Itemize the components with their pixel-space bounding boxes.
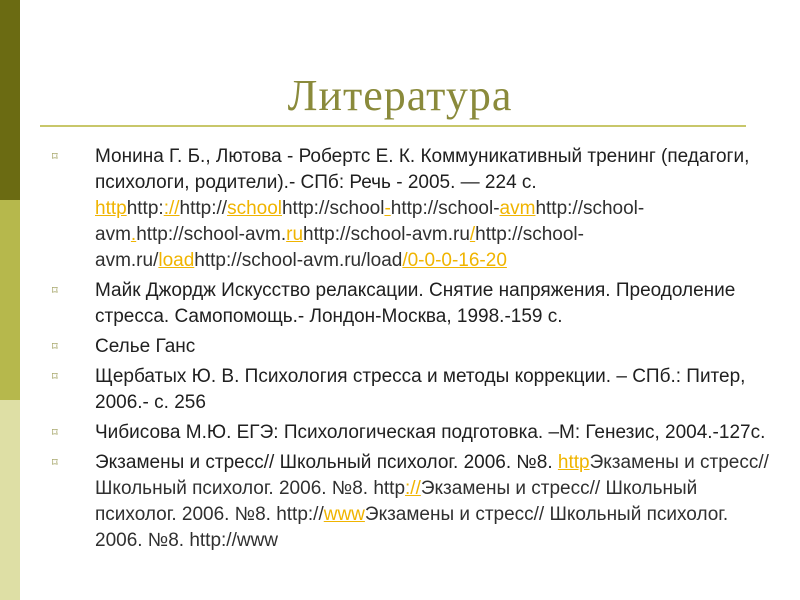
link-text-segment[interactable]: http://school-avm. (136, 224, 287, 245)
hyperlink-segment[interactable]: http (557, 452, 590, 473)
link-text-segment[interactable]: Экзамены и стресс// Школьный психолог. 2006. №8. http (95, 452, 769, 499)
link-text-segment[interactable]: http://school-avm (95, 198, 645, 245)
list-item (52, 450, 772, 554)
entry-text: Щербатых Ю. В. Психология стресса и методы коррекции. – СПб.: Питер, 2006.- с. 256 (95, 366, 746, 413)
hyperlink-segment[interactable]: www (323, 504, 365, 525)
bullet-icon: ⌑ (52, 151, 58, 163)
link-text-segment[interactable]: http://school-avm.ru/load (194, 250, 403, 271)
hyperlink-segment[interactable]: :// (163, 198, 180, 219)
link-text-segment[interactable]: http://school (281, 198, 385, 219)
link-text-segment[interactable]: http://school- (390, 198, 500, 219)
link-text-segment[interactable]: http://school-avm.ru/ (95, 224, 584, 271)
hyperlink-segment[interactable]: - (384, 198, 391, 219)
bibliography-list (52, 144, 772, 600)
hyperlink-segment[interactable]: load (158, 250, 195, 271)
hyperlink-segment[interactable]: http (95, 198, 127, 219)
entry-text: Селье Ганс (95, 336, 196, 357)
hyperlink-segment[interactable]: ru (286, 224, 304, 245)
link-text-segment[interactable]: http:// (179, 198, 228, 219)
entry-text: Экзамены и стресс// Школьный психолог. 2006. №8. (95, 452, 553, 473)
list-item (52, 364, 772, 416)
bullet-icon: ⌑ (52, 285, 58, 297)
entry-text: Чибисова М.Ю. ЕГЭ: Психологическая подготовка. –М: Генезис, 2004.-127с. (95, 422, 766, 443)
hyperlink-segment[interactable]: . (130, 224, 137, 245)
hyperlink-segment[interactable]: avm (499, 198, 536, 219)
link-text-segment[interactable]: http://school-avm.ru (303, 224, 470, 245)
list-item (52, 334, 772, 360)
hyperlink-segment[interactable]: / (469, 224, 476, 245)
entry-text: Монина Г. Б., Лютова - Робертс Е. К. Коммуникативный тренинг (педагоги, психологи, родители).- СПб: Речь - 2005. — 224 с. (95, 146, 750, 193)
hyperlink-segment[interactable]: school (227, 198, 282, 219)
accent-bar-light-segment (0, 400, 20, 600)
link-text-segment[interactable]: http: (126, 198, 164, 219)
bullet-icon: ⌑ (52, 457, 58, 469)
link-text-segment[interactable]: Экзамены и стресс// Школьный психолог. 2006. №8. http:// (95, 478, 698, 525)
accent-bar-mid-segment (0, 200, 20, 400)
list-item (52, 278, 772, 330)
title-underline (40, 125, 746, 127)
hyperlink-segment[interactable]: :// (405, 478, 421, 499)
bullet-icon: ⌑ (52, 427, 58, 439)
bullet-icon: ⌑ (52, 371, 58, 383)
list-item (52, 420, 772, 446)
hyperlink-chain[interactable] (95, 198, 644, 271)
hyperlink-segment[interactable]: /0-0-0-16-20 (402, 250, 507, 271)
entry-text: Майк Джордж Искусство релаксации. Снятие напряжения. Преодоление стресса. Самопомощь.- Лондон-Москва, 1998.-159 с. (95, 280, 736, 327)
bullet-icon: ⌑ (52, 341, 58, 353)
list-item (52, 144, 772, 274)
slide-title: Литература (287, 71, 513, 120)
link-text-segment[interactable]: Экзамены и стресс// Школьный психолог. 2006. №8. http://www (95, 504, 729, 551)
